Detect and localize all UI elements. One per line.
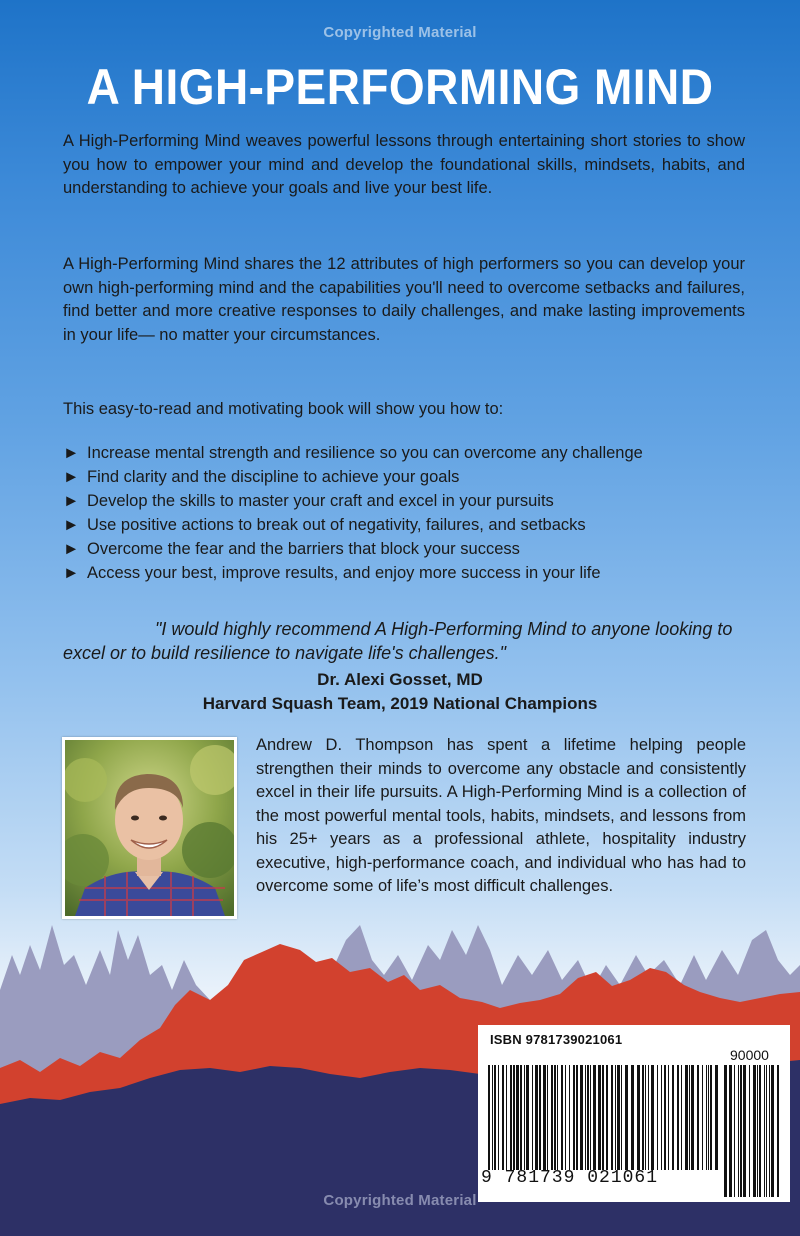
author-bio: Andrew D. Thompson has spent a lifetime helping people strengthen their minds to overcome any obstacle and consistently excel in their life pursuits. A High-Performing Mind is a collection of the most powerful mental tools, habits, mindsets, and lessons from his 25+ years as a professional athlete, hospitality industry executive, high-performance coach, and individual who has had to overcome some of life’s most difficult challenges.: [256, 736, 746, 895]
triangle-bullet-icon: ►: [63, 540, 80, 558]
list-item-text: Use positive actions to break out of negativity, failures, and setbacks: [87, 516, 586, 534]
price-addon-barcode: [724, 1065, 780, 1197]
quote-text: "I would highly recommend A High-Performing Mind to anyone looking to excel or to build resilience to navigate life's challenges.": [63, 619, 733, 663]
list-item-text: Access your best, improve results, and enjoy more success in your life: [87, 564, 601, 582]
description-paragraph-3: This easy-to-read and motivating book will show you how to:: [63, 400, 504, 418]
isbn-barcode: [488, 1065, 718, 1170]
book-title: A HIGH-PERFORMING MIND: [86, 59, 714, 115]
description-paragraph-1: A High-Performing Mind weaves powerful lessons through entertaining short stories to show you how to empower your mind and develop the foundational skills, mindsets, habits, and understanding to achieve your goals and live your best life.: [63, 132, 745, 197]
triangle-bullet-icon: ►: [63, 444, 80, 462]
description-paragraph-2: A High-Performing Mind shares the 12 attributes of high performers so you can develop your own high-performing mind and the capabilities you'll need to overcome setbacks and failures, find better and more creative responses to daily challenges, and make lasting improvements in your life— no matter your circumstances.: [63, 255, 745, 344]
price-code: 90000: [730, 1047, 769, 1063]
barcode-digits: 9 781739 021061: [481, 1168, 659, 1188]
triangle-bullet-icon: ►: [63, 492, 80, 510]
list-item-text: Increase mental strength and resilience so you can overcome any challenge: [87, 444, 643, 462]
triangle-bullet-icon: ►: [63, 564, 80, 582]
triangle-bullet-icon: ►: [63, 516, 80, 534]
list-item-text: Find clarity and the discipline to achieve your goals: [87, 468, 460, 486]
triangle-bullet-icon: ►: [63, 468, 80, 486]
isbn-barcode-box: [478, 1025, 790, 1202]
watermark-bottom: Copyrighted Material: [323, 1192, 477, 1209]
list-item-text: Develop the skills to master your craft and excel in your pursuits: [87, 492, 554, 510]
quote-affiliation: Harvard Squash Team, 2019 National Champions: [202, 694, 598, 713]
watermark-top: Copyrighted Material: [323, 24, 477, 41]
isbn-label: ISBN 9781739021061: [490, 1032, 623, 1047]
quote-author: Dr. Alexi Gosset, MD: [317, 670, 483, 689]
list-item-text: Overcome the fear and the barriers that block your success: [87, 540, 520, 558]
